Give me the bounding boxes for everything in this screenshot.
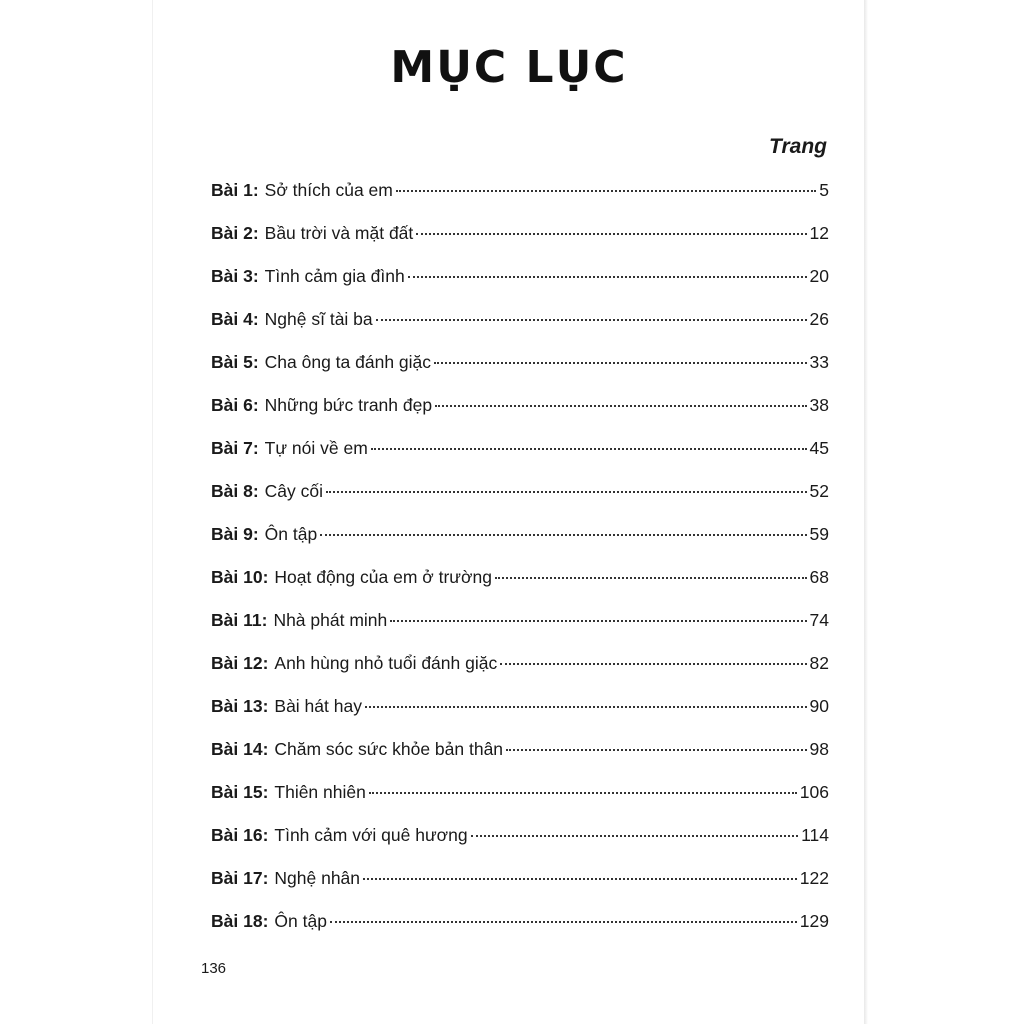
lesson-page-number: 38 [809,395,829,415]
lesson-number: Bài 4 [211,309,253,329]
lesson-page-number: 68 [809,567,829,587]
toc-entry [211,395,829,438]
lesson-title: Bài hát hay [274,696,362,716]
lesson-page-number: 26 [809,309,829,329]
lesson-page-number: 20 [809,266,829,286]
lesson-title: Hoạt động của em ở trường [274,567,492,587]
dot-leader [500,663,806,665]
lesson-number: Bài 9 [211,524,253,544]
lesson-number: Bài 17 [211,868,263,888]
dot-leader [376,319,807,321]
lesson-page-number: 98 [809,739,829,759]
dot-leader [363,878,797,880]
toc-entry [211,825,829,868]
lesson-number-colon: : [252,395,259,415]
toc-entry [211,223,829,266]
lesson-number-colon: : [262,567,269,587]
toc-entry [211,567,829,610]
lesson-title: Nghệ nhân [274,868,361,888]
dot-leader [506,749,806,751]
lesson-number-colon: : [252,524,259,544]
toc-entry [211,266,829,309]
lesson-title: Những bức tranh đẹp [264,395,433,415]
lesson-number: Bài 6 [211,395,253,415]
toc-entry [211,524,829,567]
lesson-page-number: 5 [819,180,829,200]
toc-entry [211,309,829,352]
lesson-title: Ôn tập [264,524,318,544]
lesson-number-colon: : [262,739,269,759]
toc-entry [211,739,829,782]
lesson-title: Cha ông ta đánh giặc [264,352,432,372]
page-edge-shadow [864,0,868,1024]
lesson-number-colon: : [252,266,259,286]
toc-entry [211,438,829,481]
lesson-title: Thiên nhiên [274,782,366,802]
lesson-page-number: 114 [801,825,829,845]
lesson-number-colon: : [262,825,269,845]
toc-entry [211,481,829,524]
toc-entry [211,782,829,825]
lesson-number-colon: : [252,180,259,200]
toc-entry [211,180,829,223]
lesson-number: Bài 14 [211,739,263,759]
lesson-number: Bài 15 [211,782,263,802]
dot-leader [434,362,806,364]
lesson-number-colon: : [252,481,259,501]
lesson-title: Nhà phát minh [273,610,388,630]
dot-leader [408,276,807,278]
dot-leader [495,577,807,579]
dot-leader [326,491,807,493]
lesson-number-colon: : [252,223,259,243]
lesson-title: Nghệ sĩ tài ba [264,309,373,329]
lesson-number-colon: : [252,309,259,329]
lesson-page-number: 59 [809,524,829,544]
toc-entry [211,911,829,954]
lesson-number: Bài 5 [211,352,253,372]
lesson-number: Bài 8 [211,481,253,501]
toc-entry [211,610,829,653]
dot-leader [416,233,806,235]
lesson-page-number: 33 [809,352,829,372]
lesson-number: Bài 11 [211,610,262,630]
dot-leader [471,835,798,837]
lesson-title: Chăm sóc sức khỏe bản thân [274,739,504,759]
lesson-number-colon: : [262,868,269,888]
dot-leader [365,706,807,708]
lesson-page-number: 82 [809,653,829,673]
toc-entry [211,868,829,911]
page-title: MỤC LỤC [390,42,628,93]
lesson-number-colon: : [261,610,268,630]
lesson-title: Tình cảm gia đình [264,266,405,286]
lesson-title: Ôn tập [274,911,327,931]
lesson-page-number: 52 [809,481,829,501]
page-number: 136 [201,960,227,977]
page-column-label: Trang [769,135,827,158]
lesson-number: Bài 2 [211,223,253,243]
toc-entry [211,696,829,739]
book-page [152,0,865,1024]
lesson-page-number: 129 [799,911,829,931]
lesson-page-number: 122 [799,868,829,888]
lesson-number-colon: : [262,653,269,673]
lesson-title: Anh hùng nhỏ tuổi đánh giặc [274,653,498,673]
lesson-number: Bài 12 [211,653,263,673]
lesson-page-number: 45 [809,438,829,458]
lesson-title: Cây cối [264,481,324,501]
table-of-contents [211,180,829,954]
lesson-title: Bầu trời và mặt đất [264,223,414,243]
lesson-number-colon: : [262,782,269,802]
lesson-number: Bài 10 [211,567,263,587]
dot-leader [390,620,806,622]
lesson-number: Bài 13 [211,696,263,716]
lesson-number: Bài 3 [211,266,253,286]
lesson-number: Bài 18 [211,911,263,931]
dot-leader [435,405,806,407]
lesson-page-number: 12 [809,223,829,243]
lesson-page-number: 90 [809,696,829,716]
lesson-title: Tự nói về em [264,438,368,458]
lesson-page-number: 106 [799,782,829,802]
toc-entry [211,352,829,395]
lesson-title: Sở thích của em [264,180,393,200]
lesson-number: Bài 7 [211,438,253,458]
lesson-title: Tình cảm với quê hương [274,825,468,845]
dot-leader [371,448,807,450]
dot-leader [330,921,797,923]
lesson-number-colon: : [252,438,259,458]
dot-leader [396,190,816,192]
lesson-number: Bài 1 [211,180,253,200]
lesson-number-colon: : [252,352,259,372]
dot-leader [369,792,797,794]
lesson-number: Bài 16 [211,825,263,845]
toc-entry [211,653,829,696]
lesson-number-colon: : [262,911,269,931]
lesson-number-colon: : [262,696,269,716]
lesson-page-number: 74 [809,610,829,630]
dot-leader [320,534,806,536]
